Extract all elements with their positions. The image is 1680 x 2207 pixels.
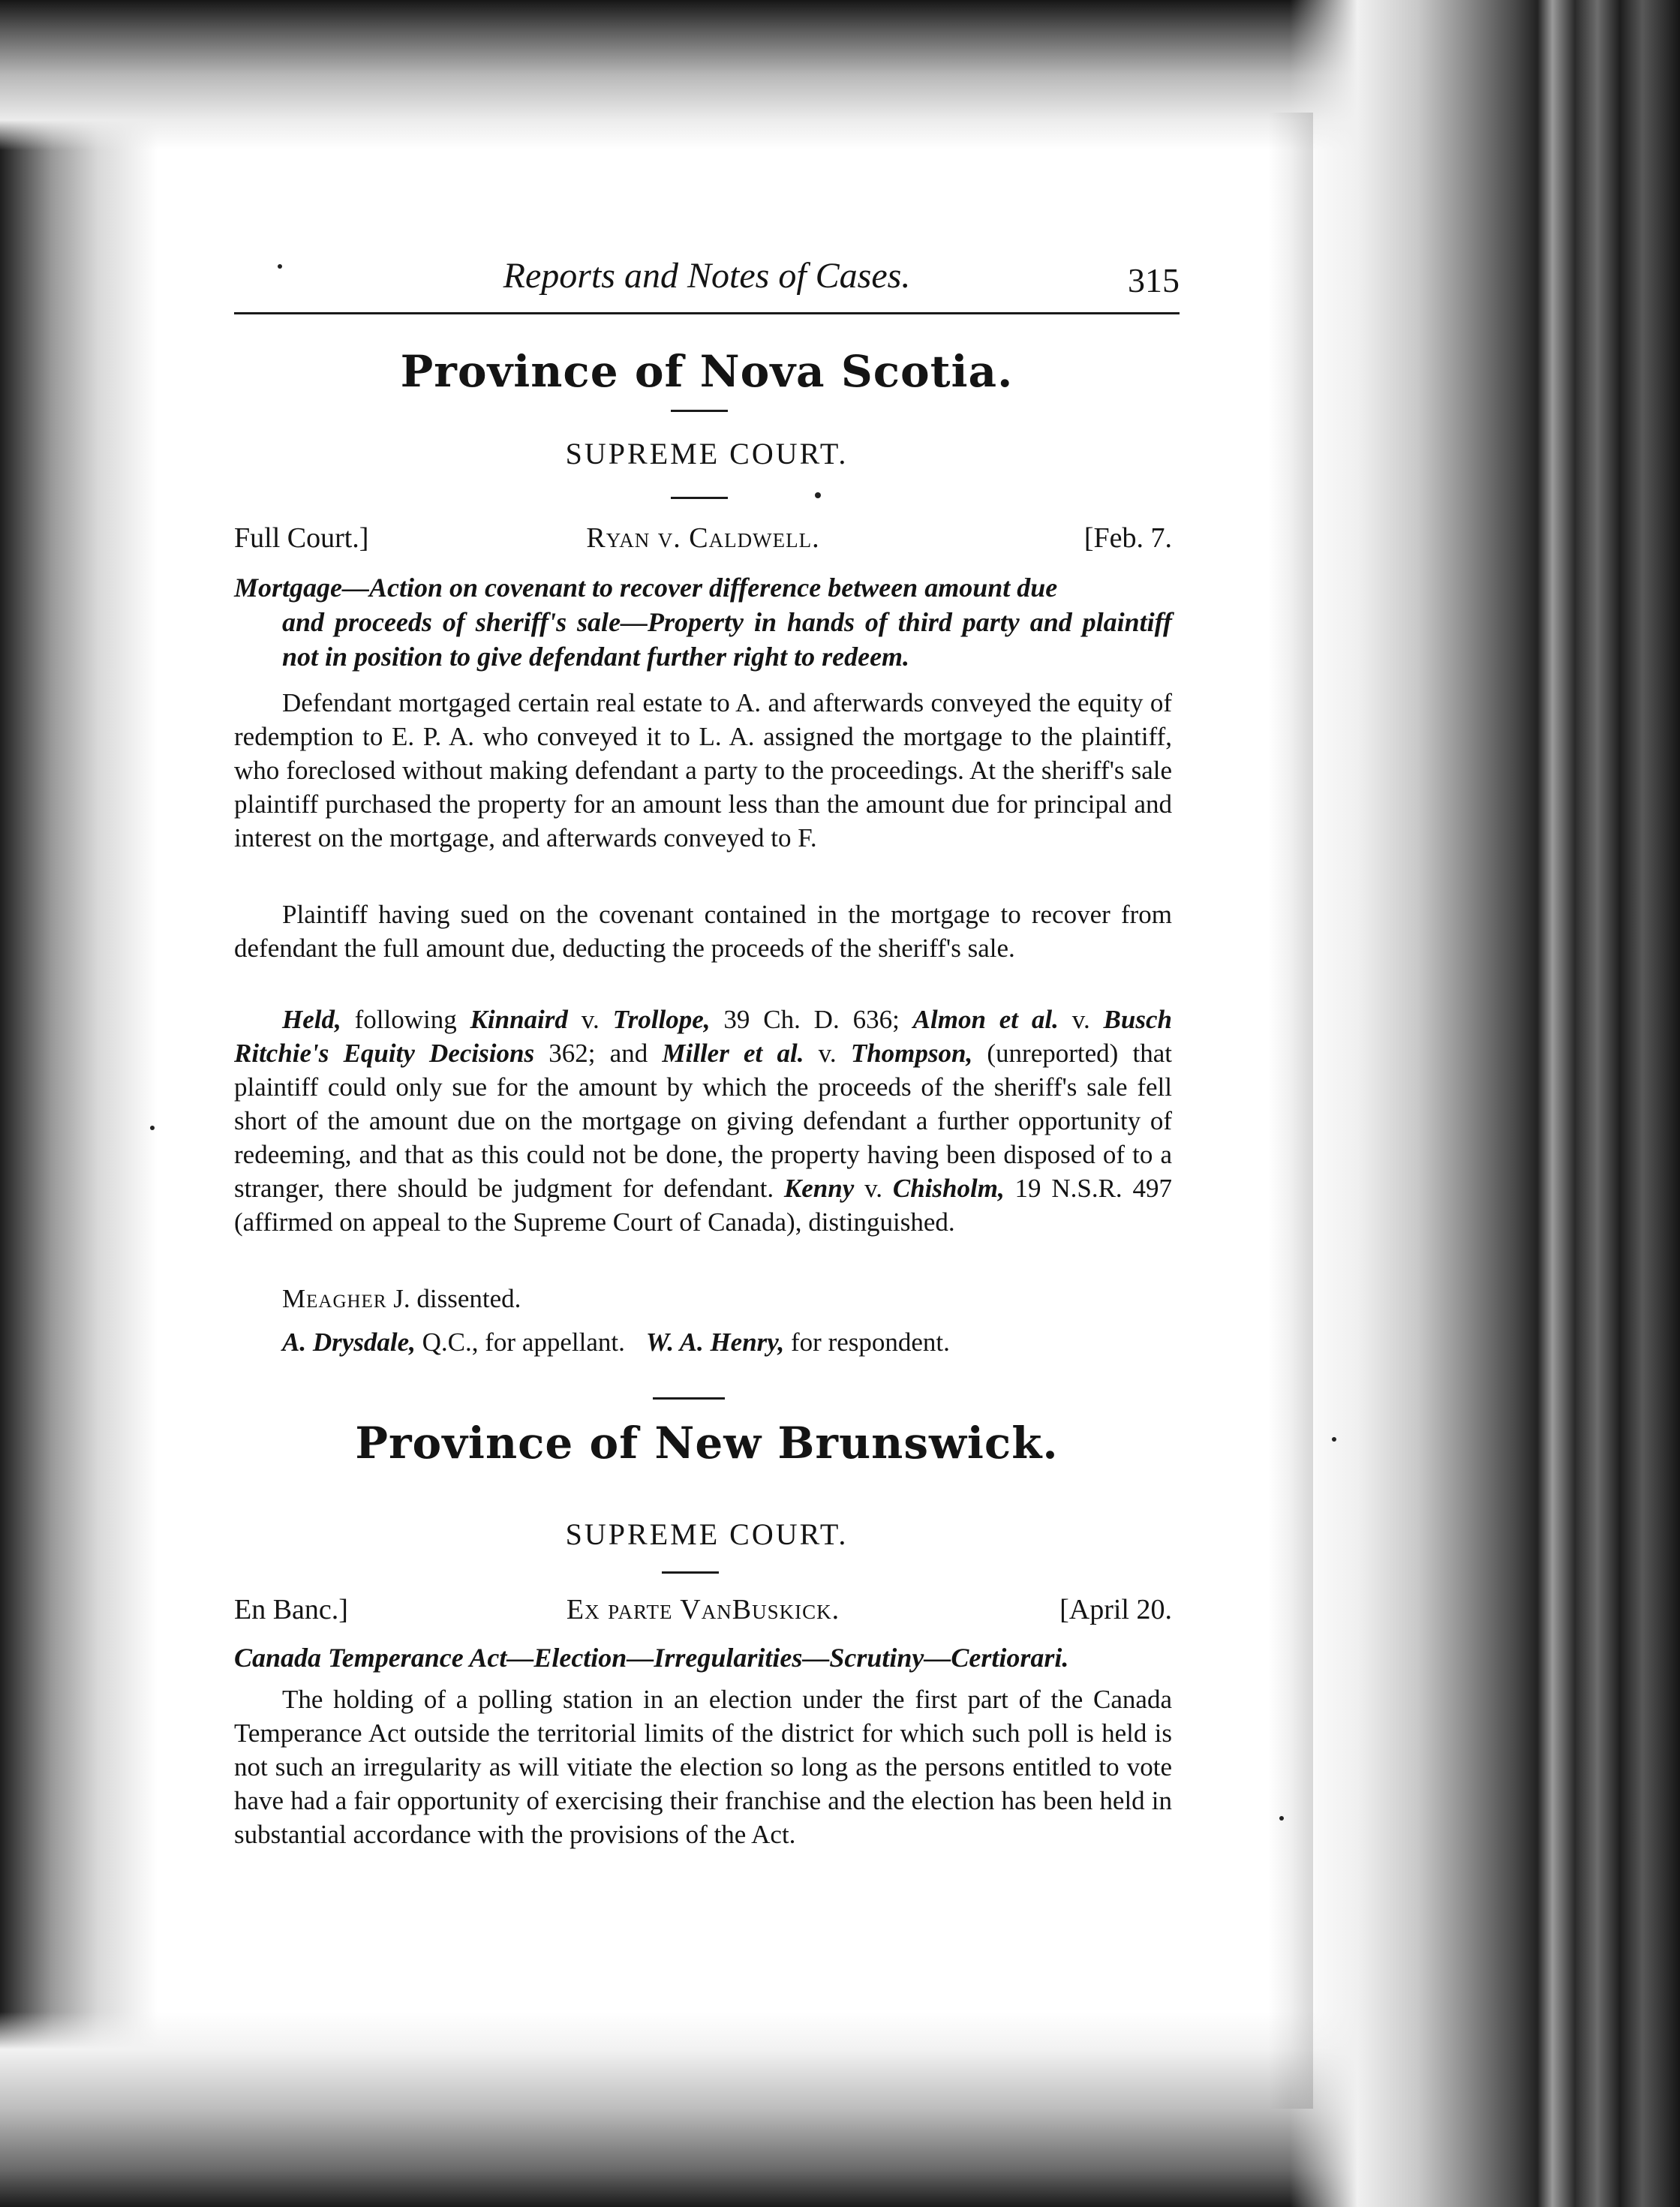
- short-rule: [662, 1571, 719, 1574]
- text: for respondent.: [784, 1328, 950, 1357]
- case-citation: Chisholm,: [892, 1174, 1005, 1203]
- book-page-edges: [1290, 0, 1680, 2207]
- speck: [1332, 1437, 1336, 1442]
- province-heading-nova-scotia: Province of Nova Scotia.: [400, 346, 1014, 397]
- text: 362; and: [534, 1039, 663, 1068]
- running-title: Reports and Notes of Cases.: [503, 256, 911, 296]
- headnote-line: Mortgage—Action on covenant to recover difference between amount due: [234, 573, 1058, 603]
- scan-edge-left: [0, 0, 158, 2207]
- case-citation: Almon et al.: [912, 1005, 1059, 1034]
- short-rule: [671, 497, 728, 499]
- running-head: [234, 252, 1180, 314]
- held-word: Held,: [282, 1005, 341, 1034]
- held-paragraph: [234, 1003, 1172, 1239]
- court-heading: SUPREME COURT.: [565, 437, 849, 471]
- speck: [815, 492, 821, 498]
- bench: Full Court.]: [234, 522, 369, 554]
- text: Q.C., for appellant.: [415, 1328, 625, 1357]
- case-citation: Trollope,: [612, 1005, 711, 1034]
- text: v.: [567, 1005, 613, 1034]
- counsel-name: W. A. Henry,: [645, 1328, 785, 1357]
- speck: [150, 1126, 155, 1130]
- case-date: [April 20.: [1059, 1594, 1172, 1625]
- text: J. dissented.: [386, 1284, 521, 1313]
- paragraph: The holding of a polling station in an election under the first part of the Canada Temperance Act outside the territorial limits of the district for which such poll is held is not such an irregularity as will vitiate the election so long as the persons entitled to vote have had a fair opportunity of exercising their franchise and the election has been held in substantial accordance with the provisions of the Act.: [234, 1685, 1172, 1849]
- case-line: [234, 518, 1172, 558]
- text: v.: [804, 1039, 851, 1068]
- headnote-continuation: and proceeds of sheriff's sale—Property in hands of third party and plaintiff not in position to give defendant further right to redeem.: [282, 607, 1172, 672]
- case-name: Ex parte VanBuskick.: [566, 1594, 840, 1625]
- text: following: [341, 1005, 470, 1034]
- speck: [1279, 1816, 1284, 1821]
- counsel-name: A. Drysdale,: [282, 1328, 416, 1357]
- counsel-line: [234, 1325, 1172, 1359]
- case-citation: Miller et al.: [662, 1039, 804, 1068]
- court-heading: SUPREME COURT.: [565, 1517, 849, 1551]
- text: 39 Ch. D. 636;: [710, 1005, 913, 1034]
- text: v.: [1058, 1005, 1104, 1034]
- dissent-line: [234, 1282, 1172, 1315]
- text: 19 N.S.R. 497 (affirmed on appeal to the Supreme Court of Canada), distinguished.: [234, 1174, 1172, 1237]
- bench: En Banc.]: [234, 1594, 348, 1625]
- paragraph: Defendant mortgaged certain real estate to A. and afterwards conveyed the equity of redemption to E. P. A. who conveyed it to L. A. assigned the mortgage to the plaintiff, who foreclosed without making defendant a party to the proceedings. At the sheriff's sale plaintiff purchased the property for an amount less than the amount due for principal and interest on the mortgage, and afterwards conveyed to F.: [234, 688, 1172, 852]
- case-name: Ryan v. Caldwell.: [586, 522, 820, 554]
- text: (unreported) that plaintiff could only sue for the amount by which the proceeds of the sheriff's sale fell short of the amount due on the mortgage on giving defendant a further opportunity of redeeming, and that as this could not be done, the property having been disposed of to a stranger, there should be judgment for defendant.: [234, 1039, 1172, 1203]
- headnote: [234, 570, 1172, 674]
- short-rule: [653, 1397, 725, 1400]
- headnote: Canada Temperance Act—Election—Irregularities—Scrutiny—Certiorari.: [234, 1643, 1069, 1673]
- text: v.: [854, 1174, 893, 1203]
- paragraph: Plaintiff having sued on the covenant contained in the mortgage to recover from defendant the full amount due, deducting the proceeds of the sheriff's sale.: [234, 900, 1172, 963]
- case-citation: Kinnaird: [470, 1005, 568, 1034]
- page-number: 315: [1128, 261, 1180, 299]
- case-date: [Feb. 7.: [1083, 522, 1172, 554]
- judge-name: Meagher: [282, 1284, 387, 1313]
- short-rule: [671, 410, 728, 412]
- case-line: [234, 1589, 1172, 1630]
- province-heading-new-brunswick: Province of New Brunswick.: [355, 1418, 1059, 1469]
- case-citation: Kenny: [783, 1174, 855, 1203]
- page-fold-shadow: [1268, 113, 1313, 2109]
- case-citation: Busch Ritchie's Equity Decisions: [234, 1005, 1172, 1068]
- case-citation: Thompson,: [850, 1039, 973, 1068]
